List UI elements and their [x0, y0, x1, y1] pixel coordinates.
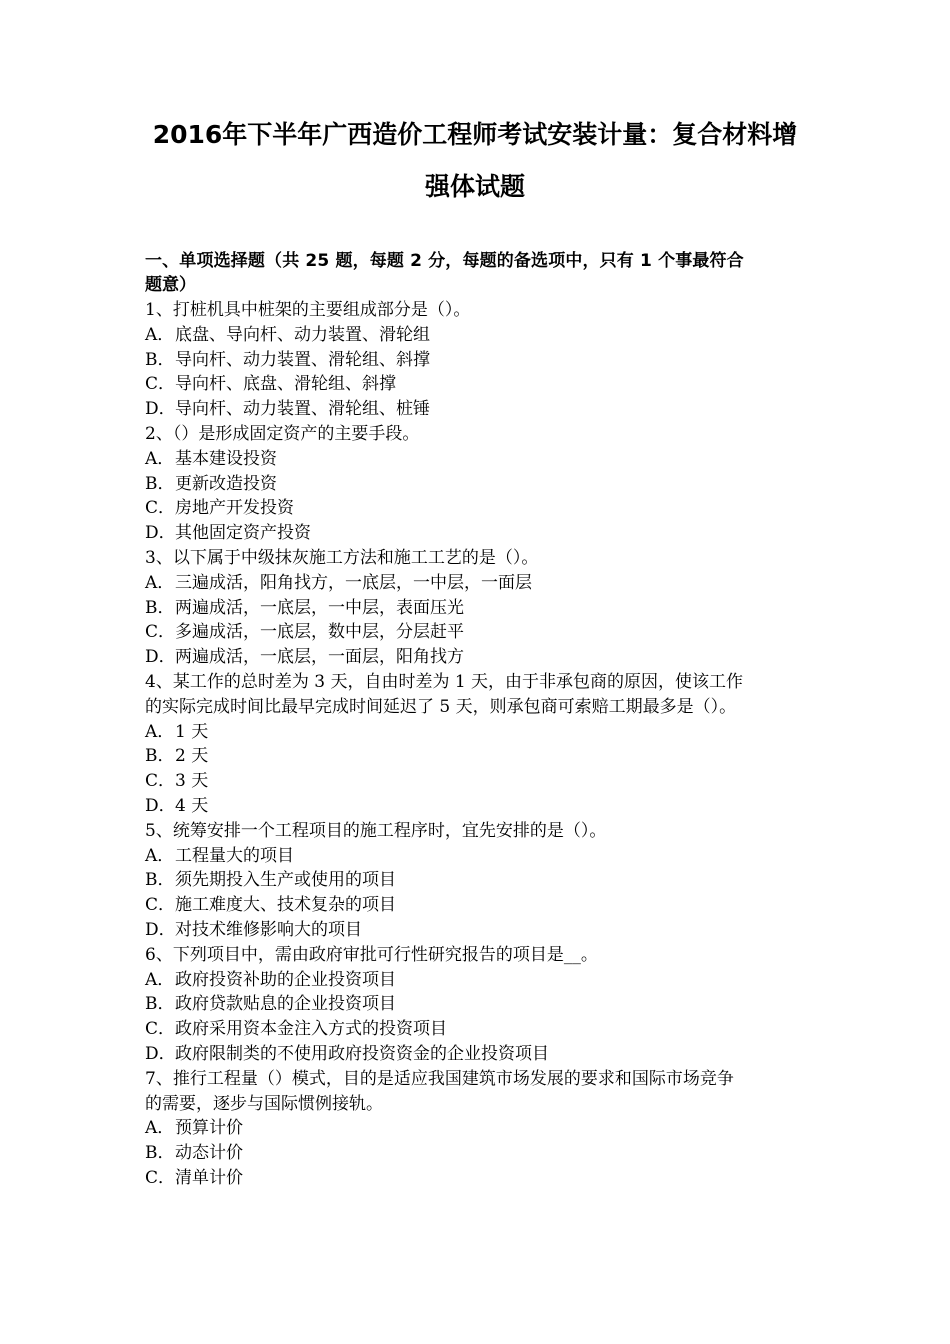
option-text: 导向杆、动力装置、滑轮组、斜撑 [175, 349, 430, 370]
option-letter: A． [145, 969, 175, 990]
question-stem: 6、下列项目中，需由政府审批可行性研究报告的项目是__。 [145, 944, 598, 965]
option-text: 房地产开发投资 [175, 498, 294, 519]
option-letter: A． [145, 845, 175, 866]
section-heading-line-1: 一、单项选择题（共 25 题，每题 2 分，每题的备选项中，只有 1 个事最符合 [145, 251, 744, 271]
option-letter: D． [145, 647, 176, 668]
question-6 [145, 943, 825, 1067]
option-letter: C． [145, 622, 176, 643]
option-b [145, 992, 825, 1017]
option-text: 两遍成活，一底层，一中层，表面压光 [175, 597, 464, 618]
option-a [145, 1116, 825, 1141]
option-c [145, 372, 825, 397]
option-a [145, 844, 825, 869]
option-letter: B． [145, 473, 175, 494]
option-text: 施工难度大、技术复杂的项目 [175, 895, 396, 916]
option-letter: D． [145, 1043, 176, 1064]
option-letter: C． [145, 1167, 176, 1188]
option-letter: C． [145, 498, 176, 519]
question-list [145, 298, 825, 1191]
option-a [145, 720, 825, 745]
option-text: 政府贷款贴息的企业投资项目 [175, 994, 396, 1015]
option-a [145, 968, 825, 993]
option-letter: D． [145, 523, 176, 544]
option-d [145, 645, 825, 670]
question-1 [145, 298, 825, 422]
option-letter: B． [145, 994, 175, 1015]
option-letter: D． [145, 919, 176, 940]
option-c [145, 620, 825, 645]
option-text: 政府限制类的不使用政府投资资金的企业投资项目 [175, 1043, 549, 1064]
option-c [145, 1017, 825, 1042]
question-stem: 1、打桩机具中桩架的主要组成部分是（）。 [145, 300, 471, 320]
option-text: 导向杆、动力装置、滑轮组、桩锤 [175, 399, 430, 420]
question-stem: 7、推行工程量（）模式，目的是适应我国建筑市场发展的要求和国际市场竞争 [145, 1068, 734, 1089]
option-letter: B． [145, 1143, 175, 1164]
option-letter: A． [145, 324, 175, 345]
option-letter: D． [145, 795, 176, 816]
option-letter: C． [145, 374, 176, 395]
option-text: 其他固定资产投资 [175, 523, 311, 544]
option-text: 清单计价 [175, 1167, 243, 1188]
option-text: 须先期投入生产或使用的项目 [175, 870, 396, 891]
option-d [145, 397, 825, 422]
section-heading-line-2: 题意） [145, 275, 196, 295]
option-c [145, 769, 825, 794]
question-stem: 5、统筹安排一个工程项目的施工程序时，宜先安排的是（）。 [145, 820, 607, 841]
option-text: 2 天 [175, 746, 209, 767]
option-b [145, 472, 825, 497]
option-d [145, 1042, 825, 1067]
option-text: 更新改造投资 [175, 473, 277, 494]
question-stem-continued: 的实际完成时间比最早完成时间延迟了 5 天，则承包商可索赔工期最多是（）。 [145, 696, 737, 717]
question-4 [145, 670, 825, 819]
option-text: 三遍成活，阳角找方，一底层，一中层，一面层 [175, 572, 532, 593]
option-text: 3 天 [175, 771, 209, 792]
option-letter: A． [145, 721, 175, 742]
option-a [145, 323, 825, 348]
option-c [145, 1166, 825, 1191]
option-d [145, 918, 825, 943]
question-stem: 3、以下属于中级抹灰施工方法和施工工艺的是（）。 [145, 547, 539, 568]
option-text: 导向杆、底盘、滑轮组、斜撑 [175, 374, 396, 395]
question-7 [145, 1067, 825, 1191]
option-letter: A． [145, 1118, 175, 1139]
option-text: 1 天 [175, 721, 209, 742]
question-3 [145, 546, 825, 670]
option-a [145, 447, 825, 472]
question-stem: 2、（）是形成固定资产的主要手段。 [145, 423, 420, 444]
option-a [145, 571, 825, 596]
option-c [145, 893, 825, 918]
option-text: 对技术维修影响大的项目 [175, 919, 362, 940]
option-text: 预算计价 [175, 1118, 243, 1139]
question-stem-continued: 的需要，逐步与国际惯例接轨。 [145, 1093, 383, 1114]
option-text: 工程量大的项目 [175, 845, 294, 866]
option-b [145, 348, 825, 373]
option-text: 基本建设投资 [175, 448, 277, 469]
option-letter: B． [145, 597, 175, 618]
option-c [145, 496, 825, 521]
option-text: 4 天 [175, 795, 209, 816]
option-letter: A． [145, 448, 175, 469]
option-text: 两遍成活，一底层，一面层，阳角找方 [175, 647, 464, 668]
option-letter: D． [145, 399, 176, 420]
question-2 [145, 422, 825, 546]
option-letter: B． [145, 870, 175, 891]
option-letter: B． [145, 349, 175, 370]
option-text: 多遍成活，一底层，数中层，分层赶平 [175, 622, 464, 643]
option-d [145, 794, 825, 819]
document-title-line-2: 强体试题 [424, 172, 525, 201]
question-stem: 4、某工作的总时差为 3 天，自由时差为 1 天，由于非承包商的原因，使该工作 [145, 671, 744, 692]
option-b [145, 744, 825, 769]
option-letter: B． [145, 746, 175, 767]
document-title-line-1: 2016年下半年广西造价工程师考试安装计量：复合材料增 [152, 120, 798, 149]
option-b [145, 868, 825, 893]
option-b [145, 1141, 825, 1166]
option-letter: C． [145, 771, 176, 792]
option-b [145, 596, 825, 621]
option-letter: A． [145, 572, 175, 593]
option-d [145, 521, 825, 546]
option-letter: C． [145, 1019, 176, 1040]
option-text: 政府投资补助的企业投资项目 [175, 969, 396, 990]
option-letter: C． [145, 895, 176, 916]
question-5 [145, 819, 825, 943]
section-heading [145, 249, 813, 297]
option-text: 底盘、导向杆、动力装置、滑轮组 [175, 324, 430, 345]
option-text: 政府采用资本金注入方式的投资项目 [175, 1019, 447, 1040]
option-text: 动态计价 [175, 1143, 243, 1164]
